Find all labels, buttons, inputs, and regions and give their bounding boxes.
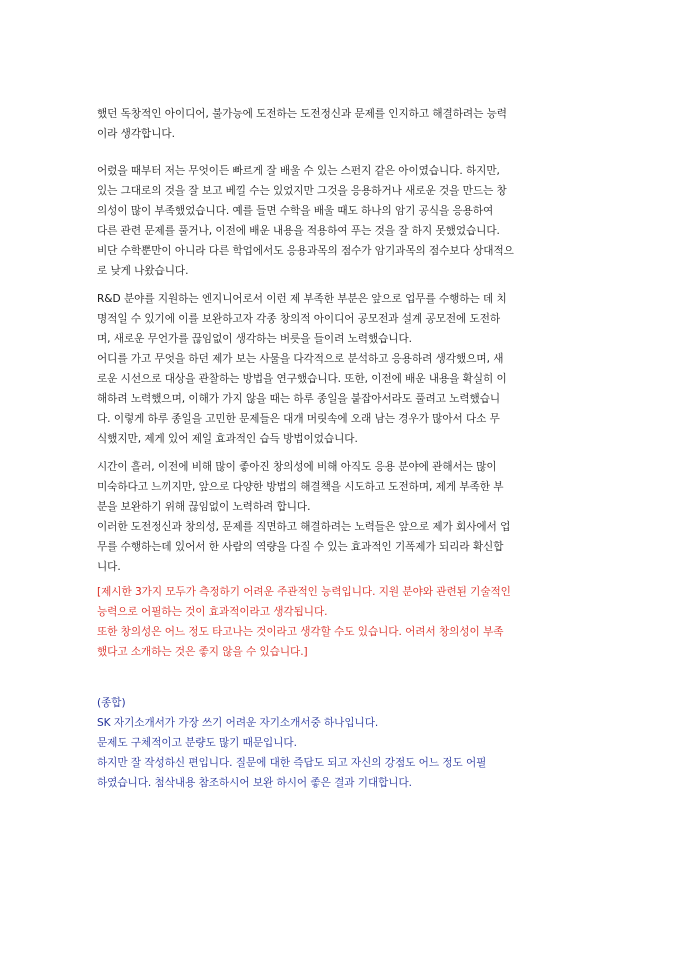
- text-line: 다른 관련 문제를 풀거나, 이전에 배운 내용을 적용하여 푸는 것을 잘 하지 못했었습니다.: [97, 225, 500, 237]
- summary-line: SK 자기소개서가 가장 쓰기 어려운 자기소개서중 하나입니다.: [97, 717, 379, 729]
- text-line: 있는 그대로의 것을 잘 보고 베낄 수는 있었지만 그것을 응용하거나 새로운 것을 만드는 창: [97, 185, 507, 197]
- summary-heading: (종합): [97, 697, 126, 709]
- review-line: [제시한 3가지 모두가 측정하기 어려운 주관적인 능력입니다. 지원 분야와 관련된 기술적인: [97, 586, 511, 598]
- paragraph-rnd-effort: [97, 289, 587, 449]
- text-line: 비단 수학뿐만이 아니라 다른 학업에서도 응용과목의 점수가 암기과목의 점수보다 상대적으: [97, 245, 514, 257]
- review-line: 능력으로 어필하는 것이 효과적이라고 생각됩니다.: [97, 606, 328, 618]
- paragraph-conclusion: [97, 457, 587, 577]
- text-line: 했던 독창적인 아이디어, 불가능에 도전하는 도전정신과 문제를 인지하고 해결하려는 능력: [97, 108, 507, 120]
- text-line: 식했지만, 제게 있어 제일 효과적인 습득 방법이었습니다.: [97, 433, 358, 445]
- review-line: 했다고 소개하는 것은 좋지 않을 수 있습니다.]: [97, 646, 308, 658]
- summary-line: 문제도 구체적이고 분량도 많기 때문입니다.: [97, 737, 297, 749]
- summary-line: 하지만 잘 작성하신 편입니다. 질문에 대한 즉답도 되고 자신의 강점도 어느 정도 어필: [97, 757, 487, 769]
- text-line: 명적일 수 있기에 이를 보완하고자 각종 창의적 아이디어 공모전과 설계 공모전에 도전하: [97, 313, 501, 325]
- paragraph-childhood: [97, 161, 587, 281]
- text-line: R&D 분야를 지원하는 엔지니어로서 이런 제 부족한 부분은 앞으로 업무를 수행하는 데 치: [97, 293, 507, 305]
- text-line: 다. 이렇게 하루 종일을 고민한 문제들은 대개 머릿속에 오래 남는 경우가 많아서 다소 무: [97, 413, 500, 425]
- text-line: 어렸을 때부터 저는 무엇이든 빠르게 잘 배울 수 있는 스펀지 같은 아이였습니다. 하지만,: [97, 165, 500, 177]
- text-line: 분을 보완하기 위해 끊임없이 노력하려 합니다.: [97, 501, 311, 513]
- text-line: 무를 수행하는데 있어서 한 사람의 역량을 다질 수 있는 효과적인 기폭제가 되리라 확신합: [97, 541, 504, 553]
- paragraph-ability-summary: [97, 104, 587, 144]
- text-line: 의성이 많이 부족했었습니다. 예를 들면 수학을 배울 때도 하나의 암기 공식을 응용하여: [97, 205, 494, 217]
- text-line: 니다.: [97, 561, 121, 573]
- text-line: 이라 생각합니다.: [97, 128, 175, 140]
- text-line: 로운 시선으로 대상을 관찰하는 방법을 연구했습니다. 또한, 이전에 배운 내용을 확실히 이: [97, 373, 507, 385]
- text-line: 이러한 도전정신과 창의성, 문제를 직면하고 해결하려는 노력들은 앞으로 제가 회사에서 업: [97, 521, 511, 533]
- text-line: 며, 새로운 무언가를 끊임없이 생각하는 버릇을 들이려 노력했습니다.: [97, 333, 412, 345]
- text-line: 로 낮게 나왔습니다.: [97, 265, 189, 277]
- text-line: 어디를 가고 무엇을 하던 제가 보는 사물을 다각적으로 분석하고 응용하려 생각했으며, 새: [97, 353, 504, 365]
- text-line: 해하려 노력했으며, 이해가 가지 않을 때는 하루 종일을 붙잡아서라도 풀려고 노력했습니: [97, 393, 501, 405]
- summary-line: 하였습니다. 첨삭내용 참조하시어 보완 하시어 좋은 결과 기대합니다.: [97, 777, 412, 789]
- text-line: 시간이 흘러, 이전에 비해 많이 좋아진 창의성에 비해 아직도 응용 분야에 관해서는 많이: [97, 461, 497, 473]
- review-comment: [97, 582, 587, 662]
- review-line: 또한 창의성은 어느 정도 타고나는 것이라고 생각할 수도 있습니다. 어려서 창의성이 부족: [97, 626, 504, 638]
- summary-comment: [97, 693, 587, 793]
- text-line: 미숙하다고 느끼지만, 앞으로 다양한 방법의 해결책을 시도하고 도전하며, 제게 부족한 부: [97, 481, 504, 493]
